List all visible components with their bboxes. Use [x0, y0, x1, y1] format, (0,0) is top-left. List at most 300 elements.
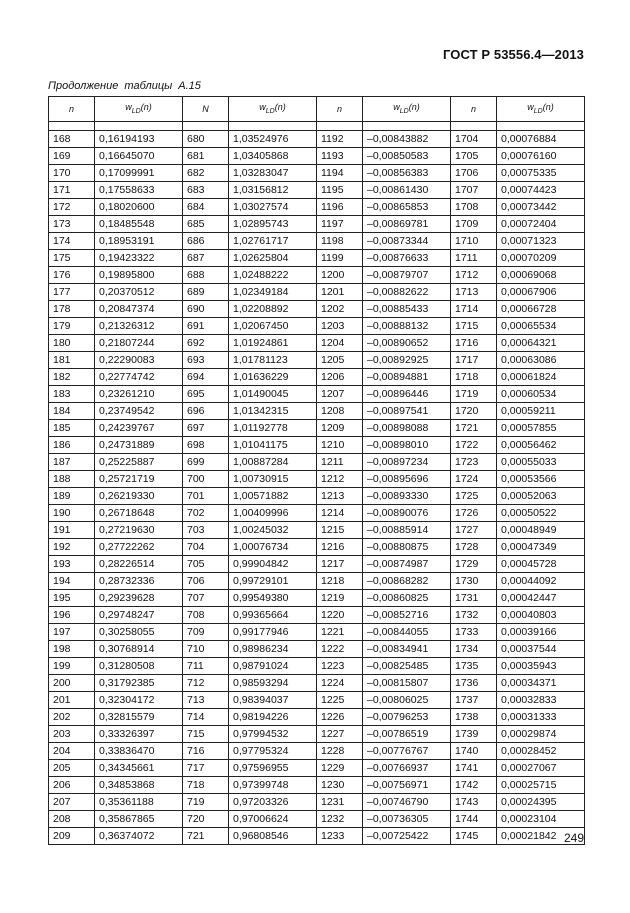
value-cell: 0,16645070 [95, 148, 183, 165]
index-cell: 1707 [451, 182, 497, 199]
index-cell: 1733 [451, 624, 497, 641]
value-cell: 1,02208892 [229, 301, 317, 318]
value-cell: –0,00852716 [363, 607, 451, 624]
value-cell: 0,30258055 [95, 624, 183, 641]
index-cell: 182 [49, 369, 95, 386]
index-cell: 173 [49, 216, 95, 233]
table-row [49, 386, 585, 403]
index-cell: 186 [49, 437, 95, 454]
table-row [49, 794, 585, 811]
value-cell: 1,03283047 [229, 165, 317, 182]
column-subscript: LD [533, 107, 543, 115]
value-cell: 1,03524976 [229, 131, 317, 148]
index-cell: 200 [49, 675, 95, 692]
value-cell: 1,01636229 [229, 369, 317, 386]
index-cell: 1219 [317, 590, 363, 607]
index-cell: 1208 [317, 403, 363, 420]
value-cell: 0,96808546 [229, 828, 317, 845]
value-cell: –0,00725422 [363, 828, 451, 845]
value-cell: 0,00021842 [497, 828, 585, 845]
index-cell: 1196 [317, 199, 363, 216]
value-cell: 0,16194193 [95, 131, 183, 148]
table-row [49, 352, 585, 369]
table-row [49, 131, 585, 148]
page-number: 249 [563, 831, 584, 845]
value-cell: 1,00245032 [229, 522, 317, 539]
value-cell: 0,24239767 [95, 420, 183, 437]
value-cell: 1,01924861 [229, 335, 317, 352]
column-symbol: n [68, 104, 74, 114]
index-cell: 196 [49, 607, 95, 624]
column-header [95, 97, 183, 122]
value-cell: 0,23261210 [95, 386, 183, 403]
index-cell: 195 [49, 590, 95, 607]
table-row [49, 284, 585, 301]
value-cell: 0,00064321 [497, 335, 585, 352]
column-symbol: n [470, 104, 476, 114]
value-cell: –0,00879707 [363, 267, 451, 284]
index-cell: 1745 [451, 828, 497, 845]
index-cell: 1220 [317, 607, 363, 624]
index-cell: 1192 [317, 131, 363, 148]
index-cell: 1716 [451, 335, 497, 352]
value-cell: –0,00888132 [363, 318, 451, 335]
table-row [49, 573, 585, 590]
index-cell: 689 [183, 284, 229, 301]
value-cell: 0,00050522 [497, 505, 585, 522]
index-cell: 191 [49, 522, 95, 539]
caption-prefix: Продолжение [48, 80, 119, 92]
index-cell: 1225 [317, 692, 363, 709]
value-cell: 0,98791024 [229, 658, 317, 675]
index-cell: 704 [183, 539, 229, 556]
index-cell: 687 [183, 250, 229, 267]
value-cell: 0,31792385 [95, 675, 183, 692]
table-row [49, 216, 585, 233]
index-cell: 680 [183, 131, 229, 148]
value-cell: 0,26718648 [95, 505, 183, 522]
value-cell: 1,00076734 [229, 539, 317, 556]
table-row [49, 811, 585, 828]
index-cell: 716 [183, 743, 229, 760]
column-symbol: n [336, 104, 342, 114]
index-cell: 1226 [317, 709, 363, 726]
index-cell: 1728 [451, 539, 497, 556]
value-cell: 0,00053566 [497, 471, 585, 488]
value-cell: 0,00037544 [497, 641, 585, 658]
column-symbol: w [527, 101, 534, 112]
value-cell: 0,17558633 [95, 182, 183, 199]
caption-ref: А.15 [178, 80, 201, 92]
index-cell: 1712 [451, 267, 497, 284]
index-cell: 1710 [451, 233, 497, 250]
value-cell: 0,00035943 [497, 658, 585, 675]
value-cell: 0,17099991 [95, 165, 183, 182]
index-cell: 1705 [451, 148, 497, 165]
index-cell: 171 [49, 182, 95, 199]
index-cell: 1729 [451, 556, 497, 573]
value-cell: 0,00071323 [497, 233, 585, 250]
value-cell: 0,97795324 [229, 743, 317, 760]
column-argument: (n) [140, 101, 152, 112]
value-cell: 0,00070209 [497, 250, 585, 267]
value-cell: 0,97399748 [229, 777, 317, 794]
value-cell: 0,19895800 [95, 267, 183, 284]
index-cell: 694 [183, 369, 229, 386]
index-cell: 693 [183, 352, 229, 369]
value-cell: 0,23749542 [95, 403, 183, 420]
index-cell: 707 [183, 590, 229, 607]
index-cell: 1740 [451, 743, 497, 760]
index-cell: 713 [183, 692, 229, 709]
index-cell: 175 [49, 250, 95, 267]
index-cell: 1732 [451, 607, 497, 624]
value-cell: 1,02067450 [229, 318, 317, 335]
index-cell: 1719 [451, 386, 497, 403]
value-cell: 0,22774742 [95, 369, 183, 386]
value-cell: 0,29239628 [95, 590, 183, 607]
value-cell: 1,03405868 [229, 148, 317, 165]
table-row [49, 777, 585, 794]
index-cell: 690 [183, 301, 229, 318]
index-cell: 192 [49, 539, 95, 556]
index-cell: 698 [183, 437, 229, 454]
index-cell: 1726 [451, 505, 497, 522]
index-cell: 187 [49, 454, 95, 471]
value-cell: 0,00074423 [497, 182, 585, 199]
value-cell: 1,00409996 [229, 505, 317, 522]
value-cell: 0,31280508 [95, 658, 183, 675]
value-cell: 0,00023104 [497, 811, 585, 828]
index-cell: 1735 [451, 658, 497, 675]
value-cell: –0,00815807 [363, 675, 451, 692]
value-cell: –0,00844055 [363, 624, 451, 641]
column-argument: (n) [408, 101, 420, 112]
column-symbol: w [393, 101, 400, 112]
index-cell: 721 [183, 828, 229, 845]
index-cell: 1736 [451, 675, 497, 692]
value-cell: 0,99729101 [229, 573, 317, 590]
value-cell: 0,20847374 [95, 301, 183, 318]
index-cell: 1229 [317, 760, 363, 777]
value-cell: –0,00874987 [363, 556, 451, 573]
value-cell: 0,00063086 [497, 352, 585, 369]
index-cell: 189 [49, 488, 95, 505]
index-cell: 1223 [317, 658, 363, 675]
value-cell: 0,00055033 [497, 454, 585, 471]
value-cell: 0,34345661 [95, 760, 183, 777]
value-cell: 0,35867865 [95, 811, 183, 828]
index-cell: 706 [183, 573, 229, 590]
value-cell: 0,00073442 [497, 199, 585, 216]
index-cell: 1731 [451, 590, 497, 607]
table-row [49, 488, 585, 505]
value-cell: 0,00065534 [497, 318, 585, 335]
value-cell: 0,00066728 [497, 301, 585, 318]
column-header [229, 97, 317, 122]
index-cell: 1227 [317, 726, 363, 743]
table-row [49, 556, 585, 573]
table-row [49, 335, 585, 352]
index-cell: 705 [183, 556, 229, 573]
index-cell: 708 [183, 607, 229, 624]
value-cell: 0,00029874 [497, 726, 585, 743]
value-cell: 1,00887284 [229, 454, 317, 471]
value-cell: 0,98986234 [229, 641, 317, 658]
index-cell: 1197 [317, 216, 363, 233]
index-cell: 204 [49, 743, 95, 760]
column-header [49, 97, 95, 122]
index-cell: 1725 [451, 488, 497, 505]
index-cell: 1218 [317, 573, 363, 590]
value-cell: –0,00893330 [363, 488, 451, 505]
column-header [451, 97, 497, 122]
table-row [49, 658, 585, 675]
index-cell: 1207 [317, 386, 363, 403]
index-cell: 1193 [317, 148, 363, 165]
index-cell: 1231 [317, 794, 363, 811]
value-cell: 0,18020600 [95, 199, 183, 216]
value-cell: 0,00028452 [497, 743, 585, 760]
value-cell: 0,33326397 [95, 726, 183, 743]
index-cell: 1233 [317, 828, 363, 845]
index-cell: 177 [49, 284, 95, 301]
value-cell: 0,00027067 [497, 760, 585, 777]
index-cell: 174 [49, 233, 95, 250]
value-cell: –0,00868282 [363, 573, 451, 590]
index-cell: 201 [49, 692, 95, 709]
value-cell: 1,03156812 [229, 182, 317, 199]
value-cell: 0,00059211 [497, 403, 585, 420]
value-cell: –0,00865853 [363, 199, 451, 216]
index-cell: 718 [183, 777, 229, 794]
value-cell: 0,27722262 [95, 539, 183, 556]
index-cell: 1211 [317, 454, 363, 471]
index-cell: 193 [49, 556, 95, 573]
value-cell: –0,00736305 [363, 811, 451, 828]
index-cell: 691 [183, 318, 229, 335]
index-cell: 1709 [451, 216, 497, 233]
index-cell: 715 [183, 726, 229, 743]
table-row [49, 760, 585, 777]
value-cell: 1,02349184 [229, 284, 317, 301]
value-cell: 0,34853868 [95, 777, 183, 794]
index-cell: 199 [49, 658, 95, 675]
table-row [49, 522, 585, 539]
table-row [49, 471, 585, 488]
value-cell: –0,00897234 [363, 454, 451, 471]
value-cell: –0,00786519 [363, 726, 451, 743]
index-cell: 207 [49, 794, 95, 811]
index-cell: 1744 [451, 811, 497, 828]
index-cell: 1199 [317, 250, 363, 267]
table-row [49, 199, 585, 216]
index-cell: 719 [183, 794, 229, 811]
table-row [49, 148, 585, 165]
value-cell: 0,97006624 [229, 811, 317, 828]
index-cell: 180 [49, 335, 95, 352]
value-cell: 0,28732336 [95, 573, 183, 590]
value-cell: 0,25225887 [95, 454, 183, 471]
index-cell: 683 [183, 182, 229, 199]
index-cell: 720 [183, 811, 229, 828]
column-argument: (n) [274, 101, 286, 112]
value-cell: –0,00825485 [363, 658, 451, 675]
index-cell: 1711 [451, 250, 497, 267]
index-cell: 209 [49, 828, 95, 845]
index-cell: 1203 [317, 318, 363, 335]
value-cell: 1,02625804 [229, 250, 317, 267]
value-cell: 0,00069068 [497, 267, 585, 284]
index-cell: 1706 [451, 165, 497, 182]
index-cell: 172 [49, 199, 95, 216]
index-cell: 692 [183, 335, 229, 352]
index-cell: 1720 [451, 403, 497, 420]
index-cell: 203 [49, 726, 95, 743]
index-cell: 1722 [451, 437, 497, 454]
index-cell: 190 [49, 505, 95, 522]
value-cell: 0,00061824 [497, 369, 585, 386]
value-cell: 0,25721719 [95, 471, 183, 488]
index-cell: 168 [49, 131, 95, 148]
index-cell: 1212 [317, 471, 363, 488]
index-cell: 1738 [451, 709, 497, 726]
value-cell: 0,00057855 [497, 420, 585, 437]
table-row [49, 607, 585, 624]
index-cell: 169 [49, 148, 95, 165]
table-row [49, 828, 585, 845]
table-row [49, 369, 585, 386]
index-cell: 205 [49, 760, 95, 777]
value-cell: 1,01041175 [229, 437, 317, 454]
value-cell: –0,00796253 [363, 709, 451, 726]
value-cell: 0,99365664 [229, 607, 317, 624]
index-cell: 176 [49, 267, 95, 284]
table-row [49, 743, 585, 760]
index-cell: 1205 [317, 352, 363, 369]
value-cell: 0,00045728 [497, 556, 585, 573]
table-row [49, 675, 585, 692]
index-cell: 1717 [451, 352, 497, 369]
value-cell: –0,00834941 [363, 641, 451, 658]
column-header [363, 97, 451, 122]
value-cell: –0,00885433 [363, 301, 451, 318]
index-cell: 1232 [317, 811, 363, 828]
value-cell: 0,00034371 [497, 675, 585, 692]
index-cell: 1737 [451, 692, 497, 709]
index-cell: 712 [183, 675, 229, 692]
value-cell: 0,28226514 [95, 556, 183, 573]
index-cell: 1718 [451, 369, 497, 386]
index-cell: 1228 [317, 743, 363, 760]
column-subscript: LD [265, 107, 275, 115]
value-cell: 0,00048949 [497, 522, 585, 539]
value-cell: –0,00873344 [363, 233, 451, 250]
value-cell: 0,98593294 [229, 675, 317, 692]
caption-label: таблицы [124, 80, 173, 92]
value-cell: 0,00025715 [497, 777, 585, 794]
index-cell: 185 [49, 420, 95, 437]
index-cell: 1221 [317, 624, 363, 641]
index-cell: 178 [49, 301, 95, 318]
value-cell: 0,19423322 [95, 250, 183, 267]
value-cell: 0,99177946 [229, 624, 317, 641]
value-cell: 0,21326312 [95, 318, 183, 335]
table-row [49, 624, 585, 641]
index-cell: 1713 [451, 284, 497, 301]
index-cell: 181 [49, 352, 95, 369]
table-row [49, 709, 585, 726]
index-cell: 1194 [317, 165, 363, 182]
index-cell: 1742 [451, 777, 497, 794]
index-cell: 179 [49, 318, 95, 335]
value-cell: 0,26219330 [95, 488, 183, 505]
index-cell: 1230 [317, 777, 363, 794]
value-cell: 0,32815579 [95, 709, 183, 726]
index-cell: 1214 [317, 505, 363, 522]
column-symbol: N [202, 104, 209, 114]
value-cell: –0,00766937 [363, 760, 451, 777]
value-cell: 1,02761717 [229, 233, 317, 250]
table-row [49, 641, 585, 658]
index-cell: 695 [183, 386, 229, 403]
value-cell: 0,21807244 [95, 335, 183, 352]
index-cell: 1209 [317, 420, 363, 437]
value-cell: 1,02488222 [229, 267, 317, 284]
value-cell: 1,00730915 [229, 471, 317, 488]
index-cell: 1741 [451, 760, 497, 777]
value-cell: –0,00895696 [363, 471, 451, 488]
index-cell: 684 [183, 199, 229, 216]
value-cell: 0,00031333 [497, 709, 585, 726]
index-cell: 1734 [451, 641, 497, 658]
index-cell: 206 [49, 777, 95, 794]
value-cell: 0,00032833 [497, 692, 585, 709]
index-cell: 202 [49, 709, 95, 726]
index-cell: 1721 [451, 420, 497, 437]
index-cell: 1714 [451, 301, 497, 318]
standard-code: ГОСТ Р 53556.4—2013 [442, 47, 584, 62]
index-cell: 703 [183, 522, 229, 539]
value-cell: –0,00898088 [363, 420, 451, 437]
value-cell: 0,00047349 [497, 539, 585, 556]
value-cell: 0,29748247 [95, 607, 183, 624]
index-cell: 1708 [451, 199, 497, 216]
value-cell: –0,00756971 [363, 777, 451, 794]
column-subscript: LD [131, 107, 141, 115]
index-cell: 197 [49, 624, 95, 641]
value-cell: 0,30768914 [95, 641, 183, 658]
index-cell: 681 [183, 148, 229, 165]
index-cell: 1213 [317, 488, 363, 505]
index-cell: 1215 [317, 522, 363, 539]
value-cell: –0,00776767 [363, 743, 451, 760]
index-cell: 686 [183, 233, 229, 250]
index-cell: 1204 [317, 335, 363, 352]
column-argument: (n) [542, 101, 554, 112]
index-cell: 710 [183, 641, 229, 658]
value-cell: 0,00076884 [497, 131, 585, 148]
value-cell: 0,00042447 [497, 590, 585, 607]
table-header-row [49, 97, 585, 122]
value-cell: 0,20370512 [95, 284, 183, 301]
table-row [49, 165, 585, 182]
value-cell: 0,97203326 [229, 794, 317, 811]
value-cell: –0,00882622 [363, 284, 451, 301]
index-cell: 702 [183, 505, 229, 522]
value-cell: 0,24731889 [95, 437, 183, 454]
index-cell: 1739 [451, 726, 497, 743]
